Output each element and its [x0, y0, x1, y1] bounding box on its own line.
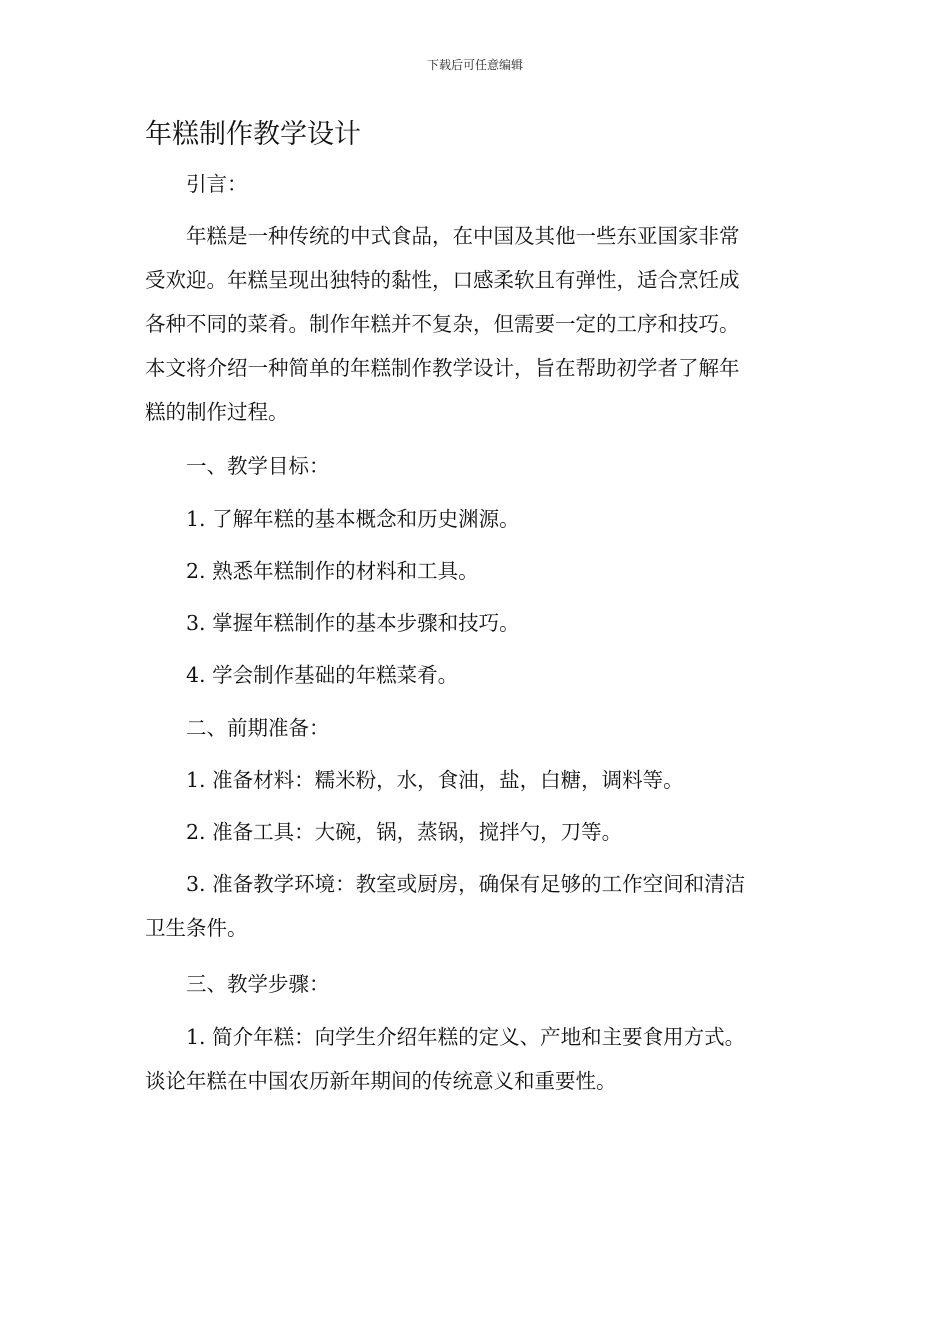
section2-item-3 [145, 862, 805, 950]
section1-item: 3. 掌握年糕制作的基本步骤和技巧。 [186, 611, 520, 635]
intro-paragraph [145, 214, 805, 434]
section3-item-1 [145, 1015, 805, 1103]
section1-item: 2. 熟悉年糕制作的材料和工具。 [186, 559, 479, 583]
section1-item: 1. 了解年糕的基本概念和历史渊源。 [186, 507, 520, 531]
section1-item: 4. 学会制作基础的年糕菜肴。 [186, 663, 459, 687]
intro-line: 年糕是一种传统的中式食品，在中国及其他一些东亚国家非常 [186, 224, 740, 248]
section1-heading: 一、教学目标： [186, 454, 330, 478]
intro-label: 引言： [186, 172, 248, 196]
section2-item: 2. 准备工具：大碗，锅，蒸锅，搅拌勺，刀等。 [186, 820, 623, 844]
section3-item-1-line: 1. 简介年糕：向学生介绍年糕的定义、产地和主要食用方式。 [186, 1025, 746, 1049]
section2-item-3-line: 3. 准备教学环境：教室或厨房，确保有足够的工作空间和清洁 [186, 872, 746, 896]
intro-line: 糕的制作过程。 [145, 400, 289, 424]
header-note: 下载后可任意编辑 [426, 58, 523, 72]
intro-line: 各种不同的菜肴。制作年糕并不复杂，但需要一定的工序和技巧。 [145, 312, 740, 336]
section2-item: 1. 准备材料：糯米粉，水，食油，盐，白糖，调料等。 [186, 768, 684, 792]
section2-item-3-line: 卫生条件。 [145, 916, 248, 940]
intro-line: 本文将介绍一种简单的年糕制作教学设计，旨在帮助初学者了解年 [145, 356, 740, 380]
document-title: 年糕制作教学设计 [145, 119, 361, 150]
section2-heading: 二、前期准备： [186, 716, 330, 740]
section3-item-1-line: 谈论年糕在中国农历新年期间的传统意义和重要性。 [145, 1069, 617, 1093]
section3-heading: 三、教学步骤： [186, 972, 330, 996]
intro-line: 受欢迎。年糕呈现出独特的黏性，口感柔软且有弹性，适合烹饪成 [145, 268, 740, 292]
